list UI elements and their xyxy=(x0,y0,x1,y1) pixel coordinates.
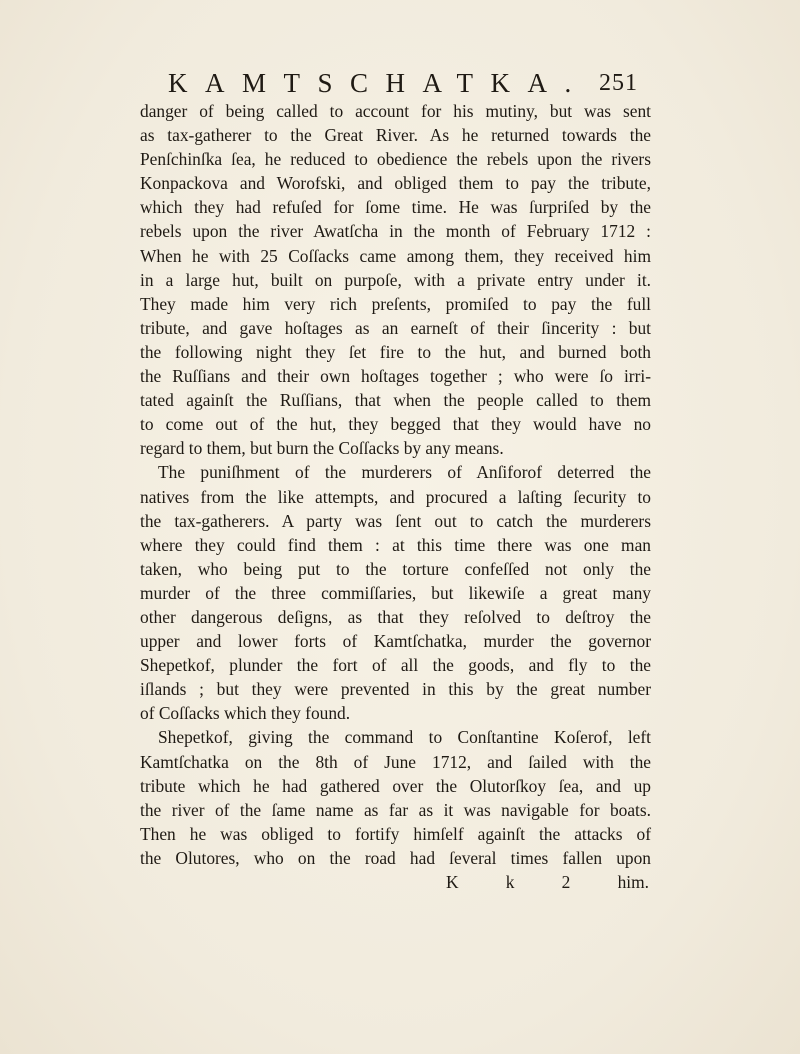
text-line: the following night they ſet fire to the hut, and burned both xyxy=(140,341,651,362)
text-line: Shepetkof, plunder the fort of all the goods, and fly to the xyxy=(140,655,651,676)
body-text xyxy=(140,99,651,894)
text-line: the Ruſſians and their own hoſtages together ; who were ſo irri- xyxy=(140,366,651,387)
text-line: as tax-gatherer to the Great River. As he returned towards the xyxy=(140,125,651,146)
text-line: tated againſt the Ruſſians, that when the people called to them xyxy=(140,390,651,411)
page-footer-line xyxy=(140,870,651,894)
text-line: upper and lower forts of Kamtſchatka, murder the governor xyxy=(140,631,651,652)
text-line: They made him very rich preſents, promiſed to pay the full xyxy=(140,293,651,314)
text-line: tribute, and gave hoſtages as an earneſt of their ſincerity : but xyxy=(140,317,651,338)
text-line: where they could find them : at this time there was one man xyxy=(140,534,651,555)
text-line: regard to them, but burn the Coſſacks by any means. xyxy=(140,438,504,459)
text-line: taken, who being put to the torture confeſſed not only the xyxy=(140,558,651,579)
signature-mark: K k 2 xyxy=(446,872,571,892)
text-line: the river of the ſame name as far as it was navigable for boats. xyxy=(140,799,651,820)
text-line: murder of the three commiſſaries, but likewiſe a great many xyxy=(140,582,651,603)
text-line: Shepetkof, giving the command to Conſtantine Koſerof, left xyxy=(158,727,651,748)
text-line: Penſchinſka ſea, he reduced to obedience the rebels upon the rivers xyxy=(140,149,651,170)
catchword: him. xyxy=(617,872,649,892)
text-line: other dangerous deſigns, as that they reſolved to deſtroy the xyxy=(140,606,651,627)
text-line: The puniſhment of the murderers of Anſiforof deterred the xyxy=(158,462,651,483)
text-line: When he with 25 Coſſacks came among them, they received him xyxy=(140,245,651,266)
text-line: in a large hut, built on purpoſe, with a private entry under it. xyxy=(140,269,651,290)
text-line: tribute which he had gathered over the Olutorſkoy ſea, and up xyxy=(140,775,651,796)
text-line: rebels upon the river Awatſcha in the month of February 1712 : xyxy=(140,221,651,242)
running-title: KAMTSCHATKA. xyxy=(168,68,589,98)
text-line: the tax-gatherers. A party was ſent out to catch the murderers xyxy=(140,510,651,531)
text-line: Konpackova and Worofski, and obliged them to pay the tribute, xyxy=(140,173,651,194)
text-line: to come out of the hut, they begged that they would have no xyxy=(140,414,651,435)
page-number: 251 xyxy=(599,70,638,96)
text-line: of Coſſacks which they found. xyxy=(140,703,351,724)
text-line: natives from the like attempts, and procured a laſting ſecurity to xyxy=(140,486,651,507)
text-line: danger of being called to account for his mutiny, but was sent xyxy=(140,101,651,121)
text-line: which they had refuſed for ſome time. He was ſurpriſed by the xyxy=(140,197,651,218)
text-line: iſlands ; but they were prevented in this by the great number xyxy=(140,679,651,700)
running-head xyxy=(168,66,638,100)
text-line: Then he was obliged to fortify himſelf againſt the attacks of xyxy=(140,823,651,844)
text-line: Kamtſchatka on the 8th of June 1712, and ſailed with the xyxy=(140,751,651,772)
text-line: the Olutores, who on the road had ſeveral times fallen upon xyxy=(140,847,651,868)
